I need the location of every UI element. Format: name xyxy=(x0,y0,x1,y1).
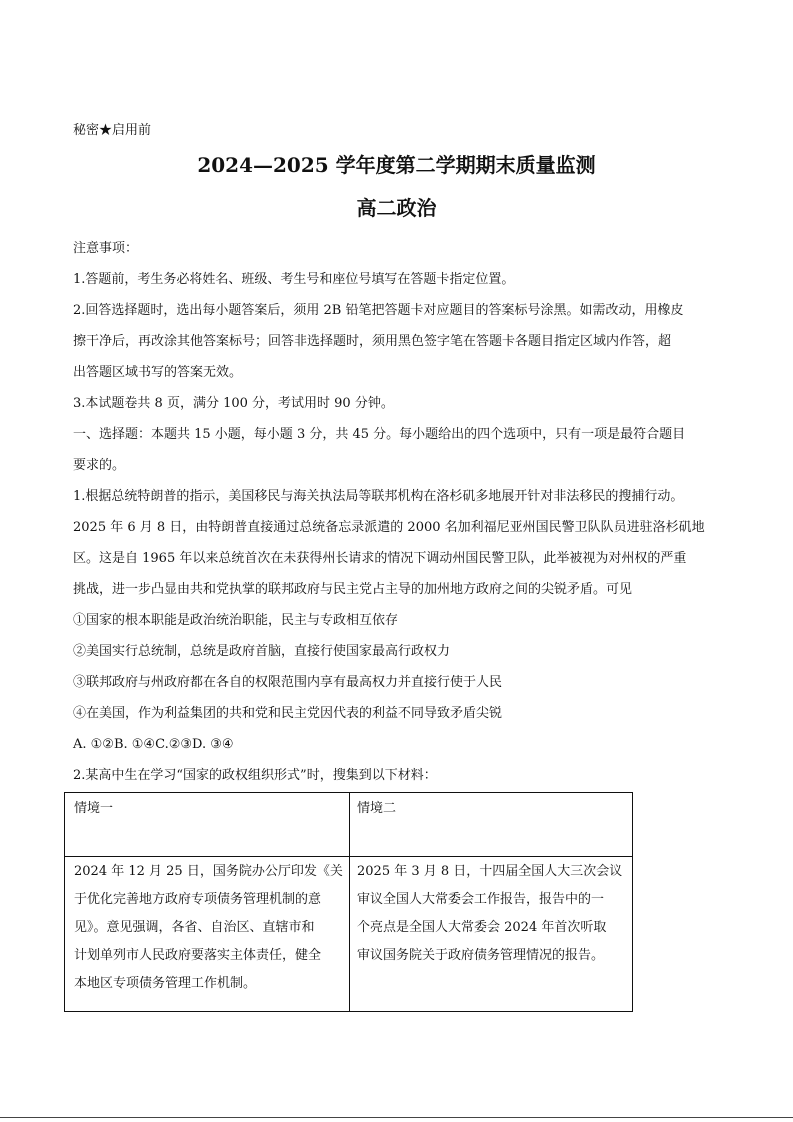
table-cell-line: 见》。意见强调，各省、自治区、直辖市和 xyxy=(74,920,315,935)
note-line: 擦干净后，再改涂其他答案标号；回答非选择题时，须用黑色签字笔在答题卡各题目指定区域内作答，超 xyxy=(73,334,672,349)
table-divider xyxy=(65,856,632,857)
table-divider xyxy=(349,793,350,1011)
table-header-scenario-1: 情境一 xyxy=(74,801,114,816)
page-bottom-rule xyxy=(0,1117,793,1118)
notes-heading: 注意事项： xyxy=(73,241,139,256)
table-cell-line: 于优化完善地方政府专项债务管理机制的意 xyxy=(74,892,322,907)
confidential-label: 秘密★启用前 xyxy=(73,123,152,138)
note-line: 出答题区域书写的答案无效。 xyxy=(73,365,243,380)
page-title: 2024—2025 学年度第二学期期末质量监测 xyxy=(197,153,596,177)
question-1-option: ④在美国，作为利益集团的共和党和民主党因代表的利益不同导致矛盾尖锐 xyxy=(73,706,503,721)
question-1-option: ①国家的根本职能是政治统治职能，民主与专政相互依存 xyxy=(73,613,399,628)
note-line: 1.答题前，考生务必将姓名、班级、考生号和座位号填写在答题卡指定位置。 xyxy=(73,272,515,287)
table-cell-line: 2024 年 12 月 25 日，国务院办公厅印发《关 xyxy=(74,864,343,879)
question-1-stem: 区。这是自 1965 年以来总统首次在未获得州长请求的情况下调动州国民警卫队，此举被视为对州权的严重 xyxy=(73,551,687,566)
note-line: 2.回答选择题时，选出每小题答案后，须用 2B 铅笔把答题卡对应题目的答案标号涂黑。如需改动，用橡皮 xyxy=(73,303,684,318)
question-1-answers: A. ①②B. ①④C.②③D. ③④ xyxy=(73,737,234,752)
note-line: 3.本试题卷共 8 页，满分 100 分，考试用时 90 分钟。 xyxy=(73,396,394,411)
table-cell-line: 本地区专项债务管理工作机制。 xyxy=(74,976,257,991)
question-1-stem: 1.根据总统特朗普的指示，美国移民与海关执法局等联邦机构在洛杉矶多地展开针对非法移民的搜捕行动。 xyxy=(73,489,684,504)
table-cell-line: 2025 年 3 月 8 日，十四届全国人大三次会议 xyxy=(357,864,623,879)
page-subtitle: 高二政治 xyxy=(356,196,437,220)
question-2-intro: 2.某高中生在学习“国家的政权组织形式”时，搜集到以下材料： xyxy=(73,768,437,783)
section-heading: 一、选择题：本题共 15 小题，每小题 3 分，共 45 分。每小题给出的四个选项中，只有一项是最符合题目 xyxy=(73,427,686,442)
table-cell-line: 审议国务院关于政府债务管理情况的报告。 xyxy=(357,948,605,963)
question-1-option: ②美国实行总统制，总统是政府首脑，直接行使国家最高行政权力 xyxy=(73,644,451,659)
table-cell-line: 个亮点是全国人大常委会 2024 年首次听取 xyxy=(357,920,607,935)
question-1-stem: 挑战，进一步凸显由共和党执掌的联邦政府与民主党占主导的加州地方政府之间的尖锐矛盾。可见 xyxy=(73,582,633,597)
question-1-stem: 2025 年 6 月 8 日，由特朗普直接通过总统备忘录派遣的 2000 名加利福尼亚州国民警卫队队员进驻洛杉矶地 xyxy=(73,520,705,535)
table-cell-line: 审议全国人大常委会工作报告，报告中的一 xyxy=(357,892,605,907)
scenario-table xyxy=(64,792,633,1012)
table-cell-line: 计划单列市人民政府要落实主体责任，健全 xyxy=(74,948,322,963)
section-heading-cont: 要求的。 xyxy=(73,458,126,473)
table-header-scenario-2: 情境二 xyxy=(357,801,397,816)
question-1-option: ③联邦政府与州政府都在各自的权限范围内享有最高权力并直接行使于人民 xyxy=(73,675,503,690)
